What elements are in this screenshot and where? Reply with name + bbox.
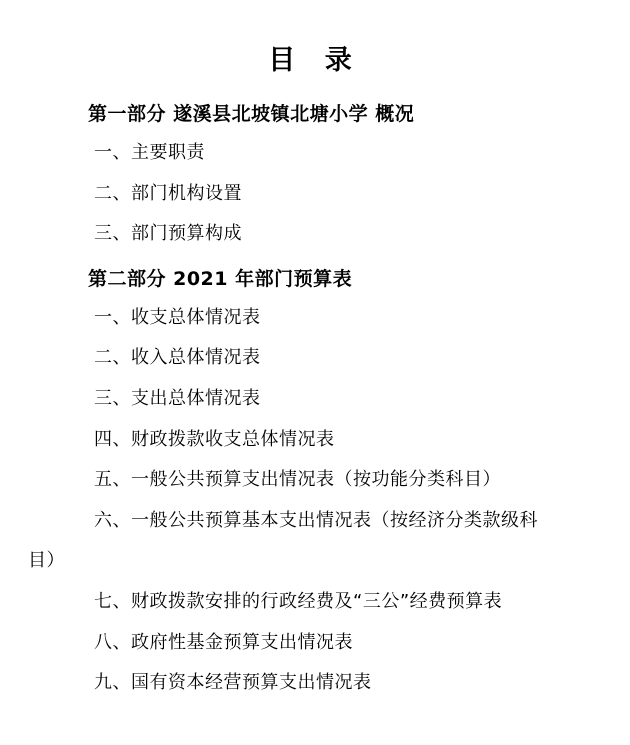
toc-entry[interactable]: 二、部门机构设置 (94, 182, 242, 204)
section-heading-part-two: 第二部分 2021 年部门预算表 (88, 267, 353, 290)
toc-entry[interactable]: 一、主要职责 (94, 142, 205, 163)
section-heading-part-one: 第一部分 遂溪县北坡镇北塘小学 概况 (88, 103, 415, 125)
toc-entry-continuation: 目） (28, 550, 65, 572)
toc-entry[interactable]: 九、国有资本经营预算支出情况表 (94, 672, 372, 694)
document-page (0, 38, 630, 745)
toc-entry[interactable]: 二、收入总体情况表 (94, 347, 261, 369)
toc-entry[interactable]: 四、财政拨款收支总体情况表 (94, 428, 335, 450)
toc-entry[interactable]: 一、收支总体情况表 (94, 306, 261, 328)
toc-entry[interactable]: 五、一般公共预算支出情况表（按功能分类科目） (94, 469, 501, 491)
toc-entry[interactable]: 三、支出总体情况表 (94, 387, 261, 409)
toc-entry[interactable]: 三、部门预算构成 (94, 223, 242, 245)
toc-entry[interactable]: 八、政府性基金预算支出情况表 (94, 631, 353, 653)
toc-entry[interactable]: 六、一般公共预算基本支出情况表（按经济分类款级科 (94, 509, 538, 531)
toc-entry[interactable]: 七、财政拨款安排的行政经费及“三公”经费预算表 (94, 590, 503, 612)
page-title: 目 录 (268, 45, 362, 76)
